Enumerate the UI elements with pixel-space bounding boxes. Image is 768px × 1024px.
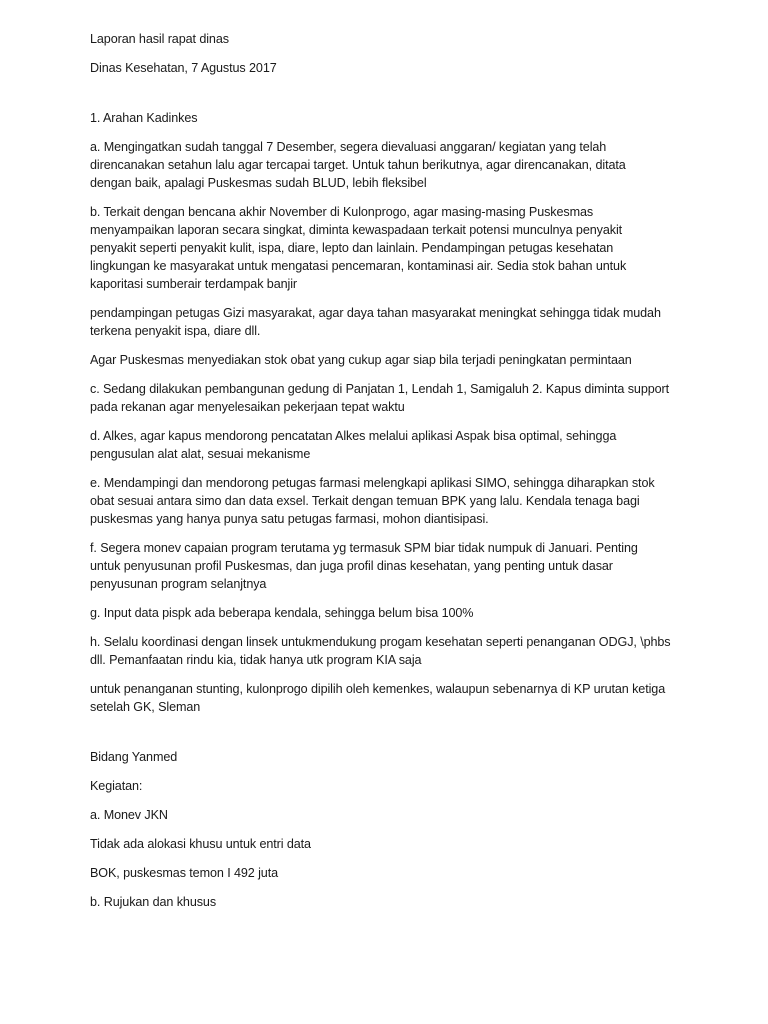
paragraph-g: g. Input data pispk ada beberapa kendala, sehingga belum bisa 100% [90,606,474,620]
document-date: Dinas Kesehatan, 7 Agustus 2017 [90,61,277,75]
section-heading-arahan: 1. Arahan Kadinkes [90,111,198,125]
paragraph-a: a. Mengingatkan sudah tanggal 7 Desember, segera dievaluasi anggaran/ kegiatan yang telah direncanakan setahun lalu agar tercapai target. Untuk tahun berikutnya, agar direncanakan, ditata dengan baik, apalagi Puskesmas sudah BLUD, lebih fleksibel [90,140,626,190]
kegiatan-label: Kegiatan: [90,779,143,793]
kegiatan-note-1: Tidak ada alokasi khusu untuk entri data [90,837,311,851]
kegiatan-note-2: BOK, puskesmas temon I 492 juta [90,866,279,880]
paragraph-h-continuation: untuk penanganan stunting, kulonprogo dipilih oleh kemenkes, walaupun sebenarnya di KP urutan ketiga setelah GK, Sleman [90,682,666,714]
paragraph-b: b. Terkait dengan bencana akhir November di Kulonprogo, agar masing-masing Puskesmas menyampaikan laporan secara singkat, diminta kewaspadaan terkait potensi munculnya penyakit penyakit seperti penyakit kulit, ispa, diare, lepto dan lainlain. Pendampingan petugas kesehatan lingkungan ke masyarakat untuk mengatasi pencemaran, kontaminasi air. Sedia stok bahan untuk kaporitasi sumberair terdampak banjir [90,205,627,291]
paragraph-d: d. Alkes, agar kapus mendorong pencatatan Alkes melalui aplikasi Aspak bisa optimal, sehingga pengusulan alat alat, sesuai mekanisme [90,429,617,461]
paragraph-f: f. Segera monev capaian program terutama yg termasuk SPM biar tidak numpuk di Januari. Penting untuk penyusunan profil Puskesmas, dan juga profil dinas kesehatan, yang penting untuk dasar penyusunan program selanjtnya [90,541,638,591]
paragraph-b-continuation-2: Agar Puskesmas menyediakan stok obat yang cukup agar siap bila terjadi peningkatan permintaan [90,353,632,367]
paragraph-c: c. Sedang dilakukan pembangunan gedung di Panjatan 1, Lendah 1, Samigaluh 2. Kapus diminta support pada rekanan agar menyelesaikan pekerjaan tepat waktu [90,382,670,414]
document-body [90,30,680,922]
document-title: Laporan hasil rapat dinas [90,32,229,46]
paragraph-h: h. Selalu koordinasi dengan linsek untukmendukung progam kesehatan seperti penanganan ODGJ, \phbs dll. Pemanfaatan rindu kia, tidak hanya utk program KIA saja [90,635,671,667]
section-heading-yanmed: Bidang Yanmed [90,750,178,764]
kegiatan-item-b: b. Rujukan dan khusus [90,895,217,909]
kegiatan-item-a: a. Monev JKN [90,808,168,822]
paragraph-b-continuation-1: pendampingan petugas Gizi masyarakat, agar daya tahan masyarakat meningkat sehingga tidak mudah terkena penyakit ispa, diare dll. [90,306,661,338]
paragraph-e: e. Mendampingi dan mendorong petugas farmasi melengkapi aplikasi SIMO, sehingga diharapkan stok obat sesuai antara simo dan data exsel. Terkait dengan temuan BPK yang lalu. Kendala tenaga bagi puskesmas yang hanya punya satu petugas farmasi, mohon diantisipasi. [90,476,655,526]
